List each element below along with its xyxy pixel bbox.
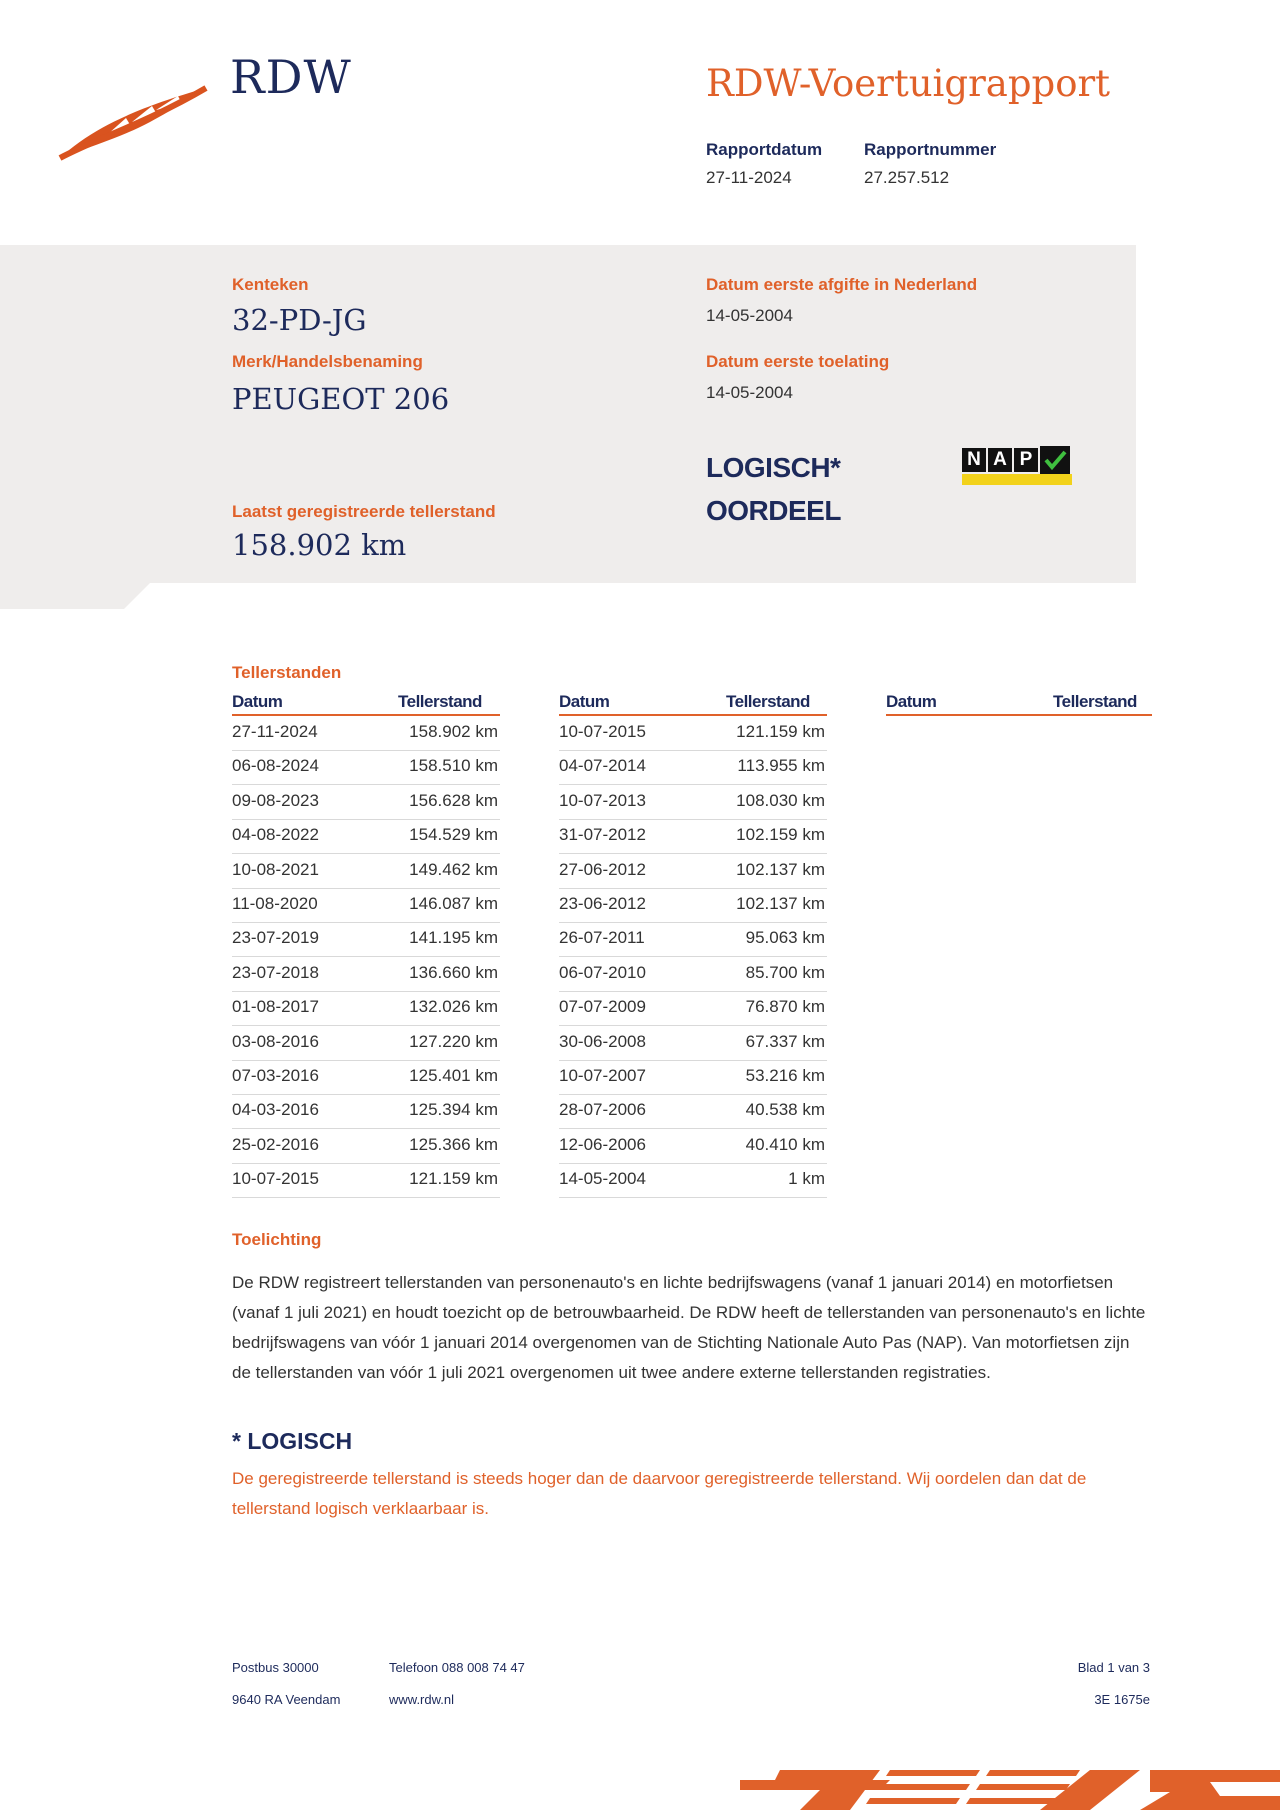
row-divider xyxy=(559,853,827,854)
reading-km: 102.159 km xyxy=(736,825,825,845)
reading-date: 31-07-2012 xyxy=(559,825,646,845)
row-divider xyxy=(232,784,500,785)
row-divider xyxy=(559,819,827,820)
row-divider xyxy=(232,1094,500,1095)
col3-date-header: Datum xyxy=(886,692,937,711)
reading-date: 28-07-2006 xyxy=(559,1100,646,1120)
brand-name: RDW xyxy=(230,50,352,104)
reading-km: 1 km xyxy=(788,1169,825,1189)
reading-km: 125.366 km xyxy=(409,1134,498,1154)
footer-website[interactable]: www.rdw.nl xyxy=(389,1692,455,1707)
row-divider xyxy=(559,888,827,889)
reading-date: 04-08-2022 xyxy=(232,825,319,845)
reading-date: 04-03-2016 xyxy=(232,1100,319,1120)
row-divider xyxy=(559,1197,827,1198)
reading-km: 127.220 km xyxy=(409,1031,498,1051)
reading-km: 125.394 km xyxy=(409,1100,498,1120)
reading-km: 141.195 km xyxy=(409,928,498,948)
report-title: RDW-Voertuigrapport xyxy=(706,62,1111,105)
make-label: Merk/Handelsbenaming xyxy=(232,352,423,371)
plate-label: Kenteken xyxy=(232,275,309,294)
nap-letter-p: P xyxy=(1014,448,1038,472)
rdw-stripes-decoration-icon xyxy=(740,1760,1280,1810)
col1-date-header: Datum xyxy=(232,692,283,711)
reading-date: 30-06-2008 xyxy=(559,1031,646,1051)
row-divider xyxy=(559,784,827,785)
reading-date: 10-07-2007 xyxy=(559,1066,646,1085)
reading-km: 121.159 km xyxy=(409,1169,498,1189)
footer-page-number: Blad 1 van 3 xyxy=(1077,1660,1150,1675)
col2-value-header: Tellerstand xyxy=(726,692,810,711)
first-admission-value: 14-05-2004 xyxy=(706,383,793,402)
reading-km: 40.538 km xyxy=(745,1100,825,1120)
row-divider xyxy=(559,956,827,957)
row-divider xyxy=(232,853,500,854)
reading-date: 06-07-2010 xyxy=(559,962,646,982)
report-number: 27.257.512 xyxy=(864,168,950,187)
row-divider xyxy=(232,1025,500,1026)
reading-date: 10-07-2015 xyxy=(559,722,646,741)
row-divider xyxy=(559,1094,827,1095)
reading-date: 10-07-2015 xyxy=(232,1169,319,1189)
verdict-line-1: LOGISCH* xyxy=(706,452,841,483)
reading-km: 158.902 km xyxy=(409,722,498,741)
report-date-label: Rapportdatum xyxy=(706,140,823,159)
reading-date: 12-06-2006 xyxy=(559,1134,646,1154)
first-issue-value: 14-05-2004 xyxy=(706,306,793,325)
col1-value-header: Tellerstand xyxy=(398,692,482,711)
reading-km: 67.337 km xyxy=(745,1031,825,1051)
reading-km: 149.462 km xyxy=(409,859,498,879)
notes-title: Toelichting xyxy=(232,1230,322,1249)
notes-body: De RDW registreert tellerstanden van personenauto's en lichte bedrijfswagens (vanaf 1 januari 2014) en motorfietsen (vanaf 1 juli 2021) en houdt toezicht op de betrouwbaarheid. De RDW heeft de tellerstanden van personenauto's en lichte bedrijfswagens van vóór 1 januari 2014 overgenomen van de Stichting Nationale Auto Pas (NAP). Van motorfietsen zijn de tellerstanden van vóór 1 juli 2021 overgenomen uit twee andere externe tellerstanden registraties. xyxy=(232,1273,1146,1382)
row-divider xyxy=(232,1197,500,1198)
col3-header-rule xyxy=(886,714,1152,716)
make-value: PEUGEOT 206 xyxy=(232,382,450,416)
nap-letter-n: N xyxy=(962,448,986,472)
row-divider xyxy=(232,991,500,992)
logisch-explanation: De geregistreerde tellerstand is steeds hoger dan de daarvoor geregistreerde tellerstand. Wij oordelen dan dat de tellerstand logisch verklaarbaar is. xyxy=(232,1469,1087,1518)
reading-date: 27-06-2012 xyxy=(559,859,646,879)
row-divider xyxy=(232,1163,500,1164)
row-divider xyxy=(559,1128,827,1129)
row-divider xyxy=(232,888,500,889)
reading-km: 136.660 km xyxy=(409,962,498,982)
row-divider xyxy=(559,1025,827,1026)
reading-km: 53.216 km xyxy=(745,1066,825,1085)
logisch-heading: * LOGISCH xyxy=(232,1428,353,1454)
reading-km: 102.137 km xyxy=(736,894,825,913)
row-divider xyxy=(559,922,827,923)
rdw-feather-logo-icon xyxy=(58,82,208,162)
col3-value-header: Tellerstand xyxy=(1053,692,1137,711)
reading-date: 27-11-2024 xyxy=(232,722,318,741)
col1-header-rule xyxy=(232,714,500,716)
reading-date: 04-07-2014 xyxy=(559,756,646,776)
nap-yellow-bar xyxy=(962,474,1072,485)
row-divider xyxy=(559,750,827,751)
reading-km: 76.870 km xyxy=(745,997,825,1017)
reading-km: 156.628 km xyxy=(409,790,498,810)
reading-date: 23-07-2018 xyxy=(232,962,319,982)
reading-date: 07-03-2016 xyxy=(232,1066,319,1085)
odometer-label: Laatst geregistreerde tellerstand xyxy=(232,502,496,521)
reading-km: 113.955 km xyxy=(737,756,825,776)
reading-km: 132.026 km xyxy=(409,997,498,1017)
row-divider xyxy=(232,956,500,957)
reading-date: 07-07-2009 xyxy=(559,997,646,1017)
row-divider xyxy=(559,1060,827,1061)
verdict-line-2: OORDEEL xyxy=(706,495,841,526)
reading-km: 102.137 km xyxy=(736,859,825,879)
footer-city: 9640 RA Veendam xyxy=(232,1692,341,1707)
reading-date: 25-02-2016 xyxy=(232,1134,319,1154)
nap-letter-a: A xyxy=(988,448,1012,472)
reading-km: 108.030 km xyxy=(736,790,825,810)
row-divider xyxy=(232,819,500,820)
footer-po-box: Postbus 30000 xyxy=(232,1660,319,1675)
row-divider xyxy=(232,1128,500,1129)
reading-date: 01-08-2017 xyxy=(232,997,319,1017)
row-divider xyxy=(232,750,500,751)
row-divider xyxy=(559,991,827,992)
reading-km: 154.529 km xyxy=(409,825,498,845)
col2-header-rule xyxy=(559,714,827,716)
plate-value: 32-PD-JG xyxy=(232,303,367,337)
row-divider xyxy=(232,922,500,923)
readings-title: Tellerstanden xyxy=(232,663,342,682)
reading-km: 158.510 km xyxy=(409,756,498,776)
reading-km: 40.410 km xyxy=(745,1134,825,1154)
reading-date: 23-06-2012 xyxy=(559,894,646,913)
nap-checkmark-icon xyxy=(1040,446,1070,474)
odometer-value: 158.902 km xyxy=(232,528,407,562)
reading-date: 14-05-2004 xyxy=(559,1169,646,1189)
footer-code: 3E 1675e xyxy=(1094,1692,1150,1707)
reading-date: 26-07-2011 xyxy=(559,928,645,948)
row-divider xyxy=(559,1163,827,1164)
first-issue-label: Datum eerste afgifte in Nederland xyxy=(706,275,978,294)
report-number-label: Rapportnummer xyxy=(864,140,997,159)
reading-km: 146.087 km xyxy=(409,894,498,913)
reading-date: 10-08-2021 xyxy=(232,859,319,879)
reading-km: 85.700 km xyxy=(745,962,825,982)
reading-date: 23-07-2019 xyxy=(232,928,319,948)
reading-date: 06-08-2024 xyxy=(232,756,319,776)
col2-date-header: Datum xyxy=(559,692,610,711)
nap-logo-icon xyxy=(962,446,1072,488)
reading-date: 11-08-2020 xyxy=(232,894,318,913)
row-divider xyxy=(232,1060,500,1061)
reading-km: 125.401 km xyxy=(409,1066,498,1085)
report-date: 27-11-2024 xyxy=(706,168,792,187)
reading-km: 95.063 km xyxy=(745,928,825,948)
reading-date: 03-08-2016 xyxy=(232,1031,319,1051)
reading-date: 10-07-2013 xyxy=(559,790,646,810)
footer-phone: Telefoon 088 008 74 47 xyxy=(389,1660,525,1675)
first-admission-label: Datum eerste toelating xyxy=(706,352,890,371)
panel-notch-decoration xyxy=(0,583,150,609)
reading-date: 09-08-2023 xyxy=(232,790,319,810)
reading-km: 121.159 km xyxy=(736,722,825,741)
summary-panel xyxy=(0,245,1136,583)
